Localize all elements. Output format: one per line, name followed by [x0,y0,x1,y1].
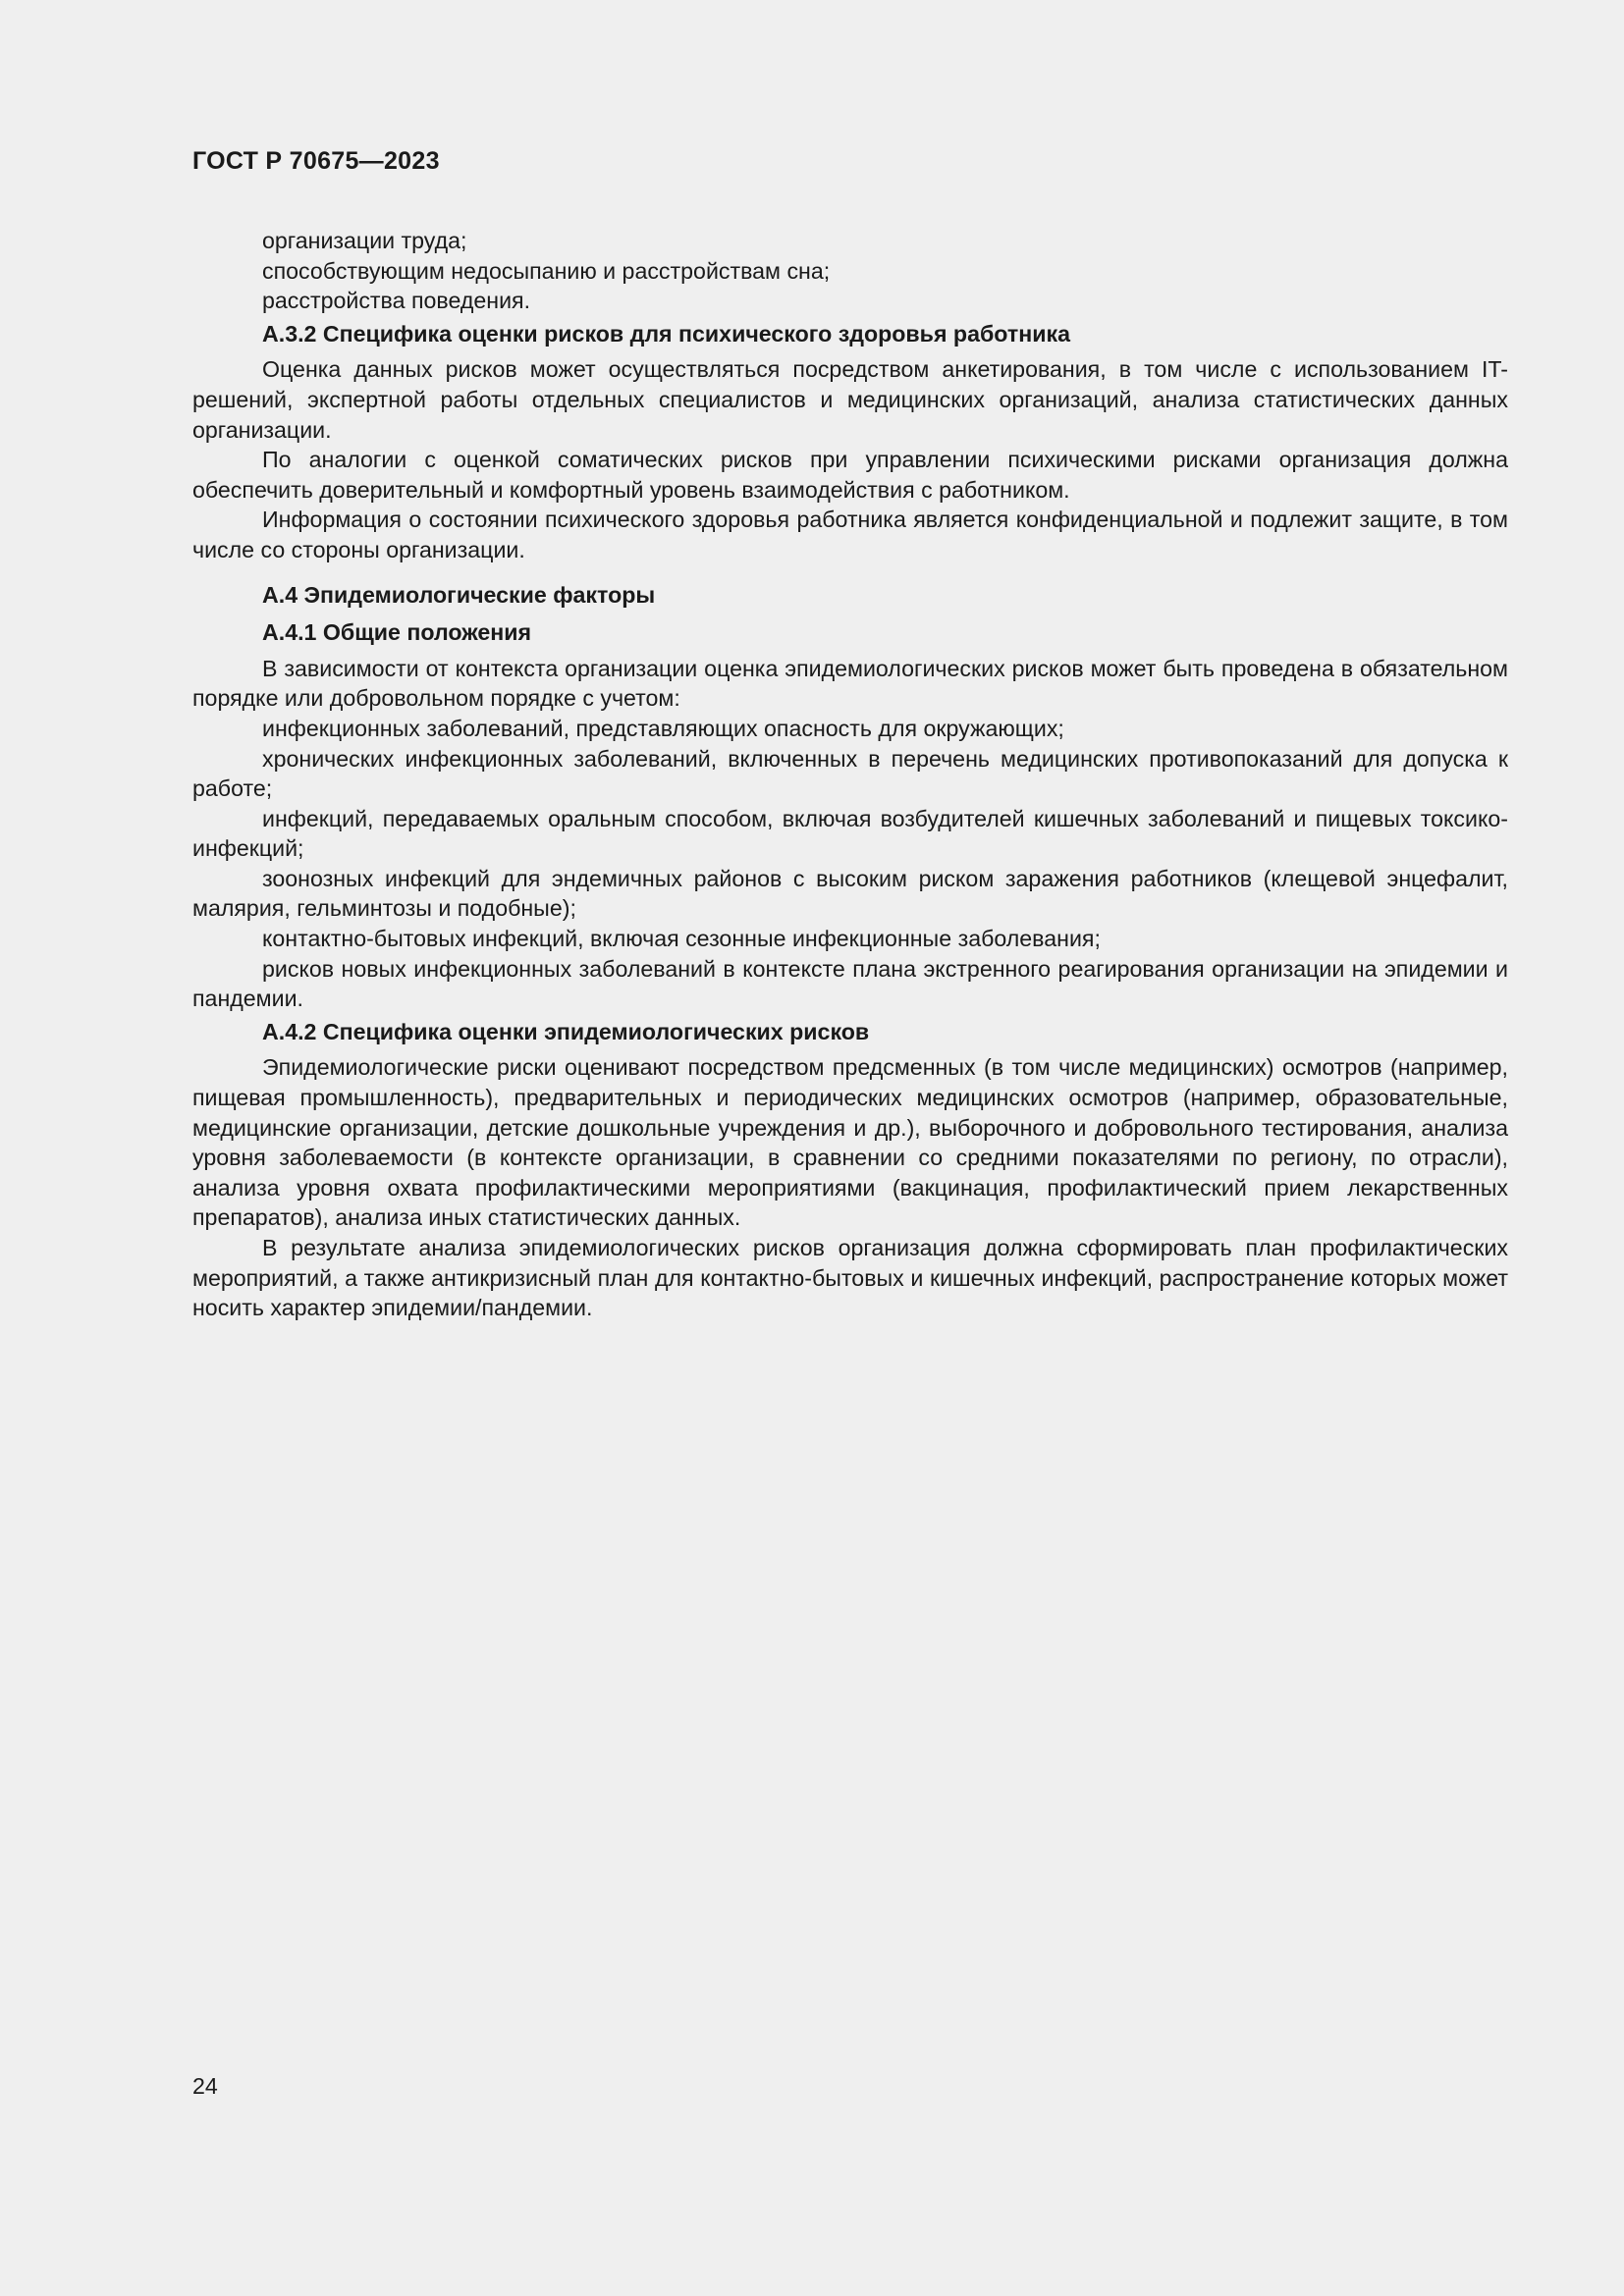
list-item: хронических инфекционных заболеваний, включенных в перечень медицинских противопоказаний для допуска к работе; [192,745,1508,802]
paragraph: Эпидемиологические риски оценивают посредством предсменных (в том числе медицинских) осмотров (например, пищевая промышленность), предварительных и периодических медицинских осмотров (например, образовательные, медицинские организации, детские дошкольные учреждения и др.), выборочного и добровольного тестирования, анализа уровня заболеваемости (в контексте организации, в сравнении со средними показателями по региону, по отрасли), анализа уровня охвата профилактическими мероприятиями (вакцинация, профилактический прием лекарственных препаратов), анализа иных статистических данных. [192,1054,1508,1231]
document-body [192,226,1508,1323]
paragraph: Оценка данных рисков может осуществляться посредством анкетирования, в том числе с использованием IT-решений, экспертной работы отдельных специалистов и медицинских организаций, анализа статистических данных организации. [192,356,1508,443]
list-item: инфекций, передаваемых оральным способом, включая возбудителей кишечных заболеваний и пищевых токсико-инфекций; [192,805,1508,862]
section-heading-a32: А.3.2 Специфика оценки рисков для психического здоровья работника [262,320,1070,347]
page-number: 24 [192,2073,218,2099]
list-item: зоонозных инфекций для эндемичных районов с высоким риском заражения работников (клещевой энцефалит, малярия, гельминтозы и подобные); [192,865,1508,922]
section-heading-a42: А.4.2 Специфика оценки эпидемиологических рисков [262,1018,870,1044]
list-item: организации труда; [262,228,467,253]
document-code: ГОСТ Р 70675—2023 [192,147,440,175]
list-item: контактно-бытовых инфекций, включая сезонные инфекционные заболевания; [262,926,1101,952]
paragraph: По аналогии с оценкой соматических рисков при управлении психическими рисками организация должна обеспечить доверительный и комфортный уровень взаимодействия с работником. [192,447,1508,503]
list-item: способствующим недосыпанию и расстройствам сна; [262,257,831,284]
paragraph: В результате анализа эпидемиологических рисков организация должна сформировать план профилактических мероприятий, а также антикризисный план для контактно-бытовых и кишечных инфекций, распространение которых может носить характер эпидемии/пандемии. [192,1235,1508,1321]
section-heading-a41: А.4.1 Общие положения [262,619,532,646]
list-item: инфекционных заболеваний, представляющих опасность для окружающих; [262,715,1064,741]
paragraph: Информация о состоянии психического здоровья работника является конфиденциальной и подлежит защите, в том числе со стороны организации. [192,507,1508,562]
list-item: рисков новых инфекционных заболеваний в контексте плана экстренного реагирования организации на эпидемии и пандемии. [192,955,1508,1012]
section-heading-a4: А.4 Эпидемиологические факторы [262,581,656,608]
paragraph: В зависимости от контекста организации оценка эпидемиологических рисков может быть проведена в обязательном порядке или добровольном порядке с учетом: [192,655,1508,712]
list-item: расстройства поведения. [262,288,531,314]
